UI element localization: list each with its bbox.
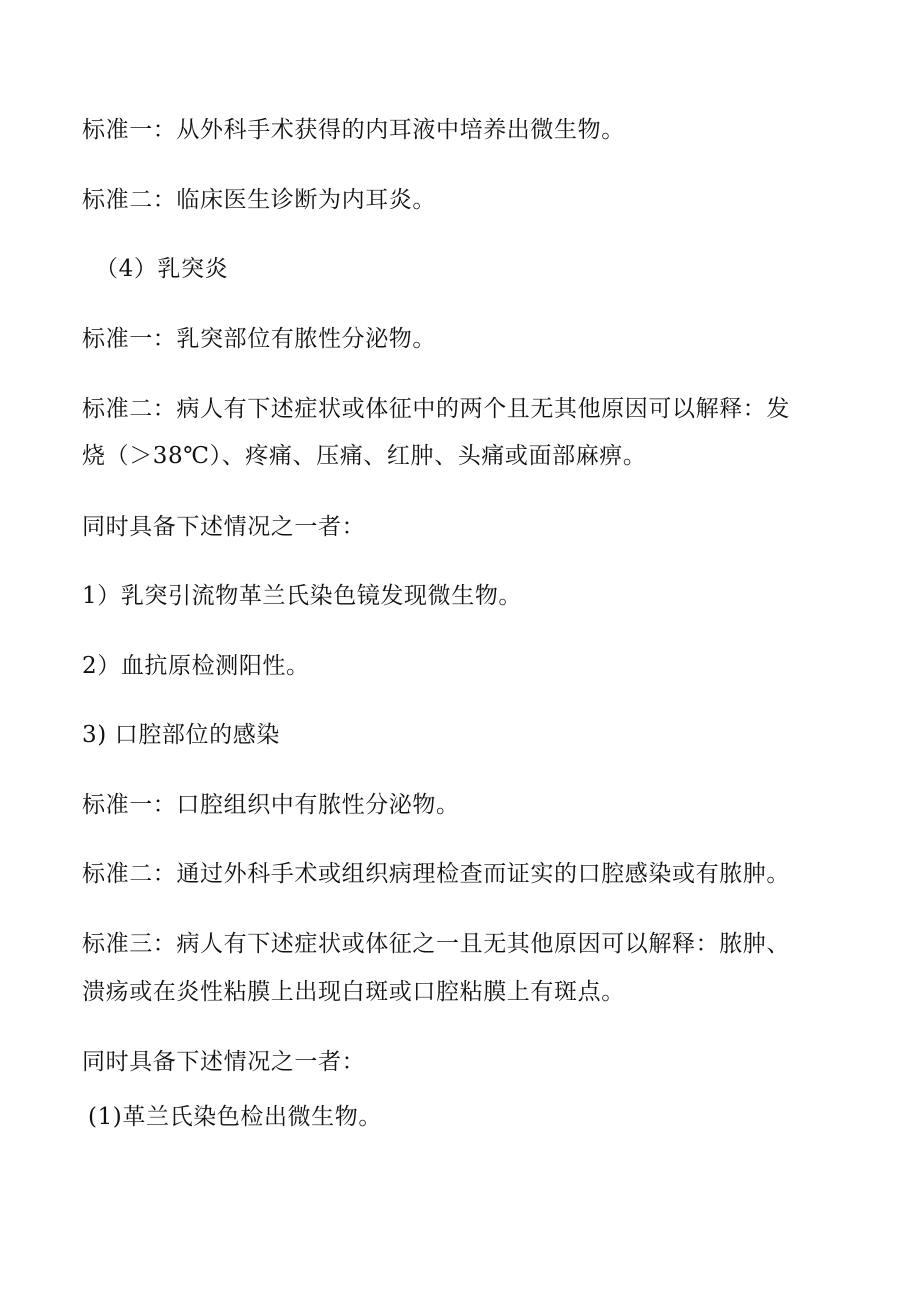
criterion-2-mastoid-symptoms: 标准二：病人有下述症状或体征中的两个且无其他原因可以解释：发 — [82, 396, 790, 422]
criterion-2-inner-ear-diagnosis: 标准二：临床医生诊断为内耳炎。 — [82, 187, 436, 213]
condition-2-blood-antigen: 2）血抗原检测阳性。 — [82, 653, 310, 679]
condition-1-gram-stain: 1）乳突引流物革兰氏染色镜发现微生物。 — [82, 583, 523, 609]
criterion-2-mastoid-symptoms-continued: 烧（＞38℃）、疼痛、压痛、红肿、头痛或面部麻痹。 — [82, 443, 647, 469]
additional-conditions-heading-1: 同时具备下述情况之一者： — [82, 514, 366, 540]
condition-1-oral-gram-stain: (1)革兰氏染色检出微生物。 — [88, 1104, 382, 1130]
criterion-2-oral-confirmed: 标准二：通过外科手术或组织病理检查而证实的口腔感染或有脓肿。 — [82, 861, 790, 887]
criterion-1-mastoid-pus: 标准一：乳突部位有脓性分泌物。 — [82, 326, 436, 352]
section-heading-oral-infection: 3) 口腔部位的感染 — [82, 722, 280, 748]
criterion-3-oral-symptoms: 标准三：病人有下述症状或体征之一且无其他原因可以解释：脓肿、 — [82, 931, 790, 957]
criterion-1-inner-ear-culture: 标准一：从外科手术获得的内耳液中培养出微生物。 — [82, 117, 625, 143]
section-heading-mastoiditis: （4）乳突炎 — [95, 256, 229, 282]
additional-conditions-heading-2: 同时具备下述情况之一者： — [82, 1049, 366, 1075]
criterion-3-oral-symptoms-continued: 溃疡或在炎性粘膜上出现白斑或口腔粘膜上有斑点。 — [82, 979, 625, 1005]
criterion-1-oral-pus: 标准一：口腔组织中有脓性分泌物。 — [82, 792, 460, 818]
